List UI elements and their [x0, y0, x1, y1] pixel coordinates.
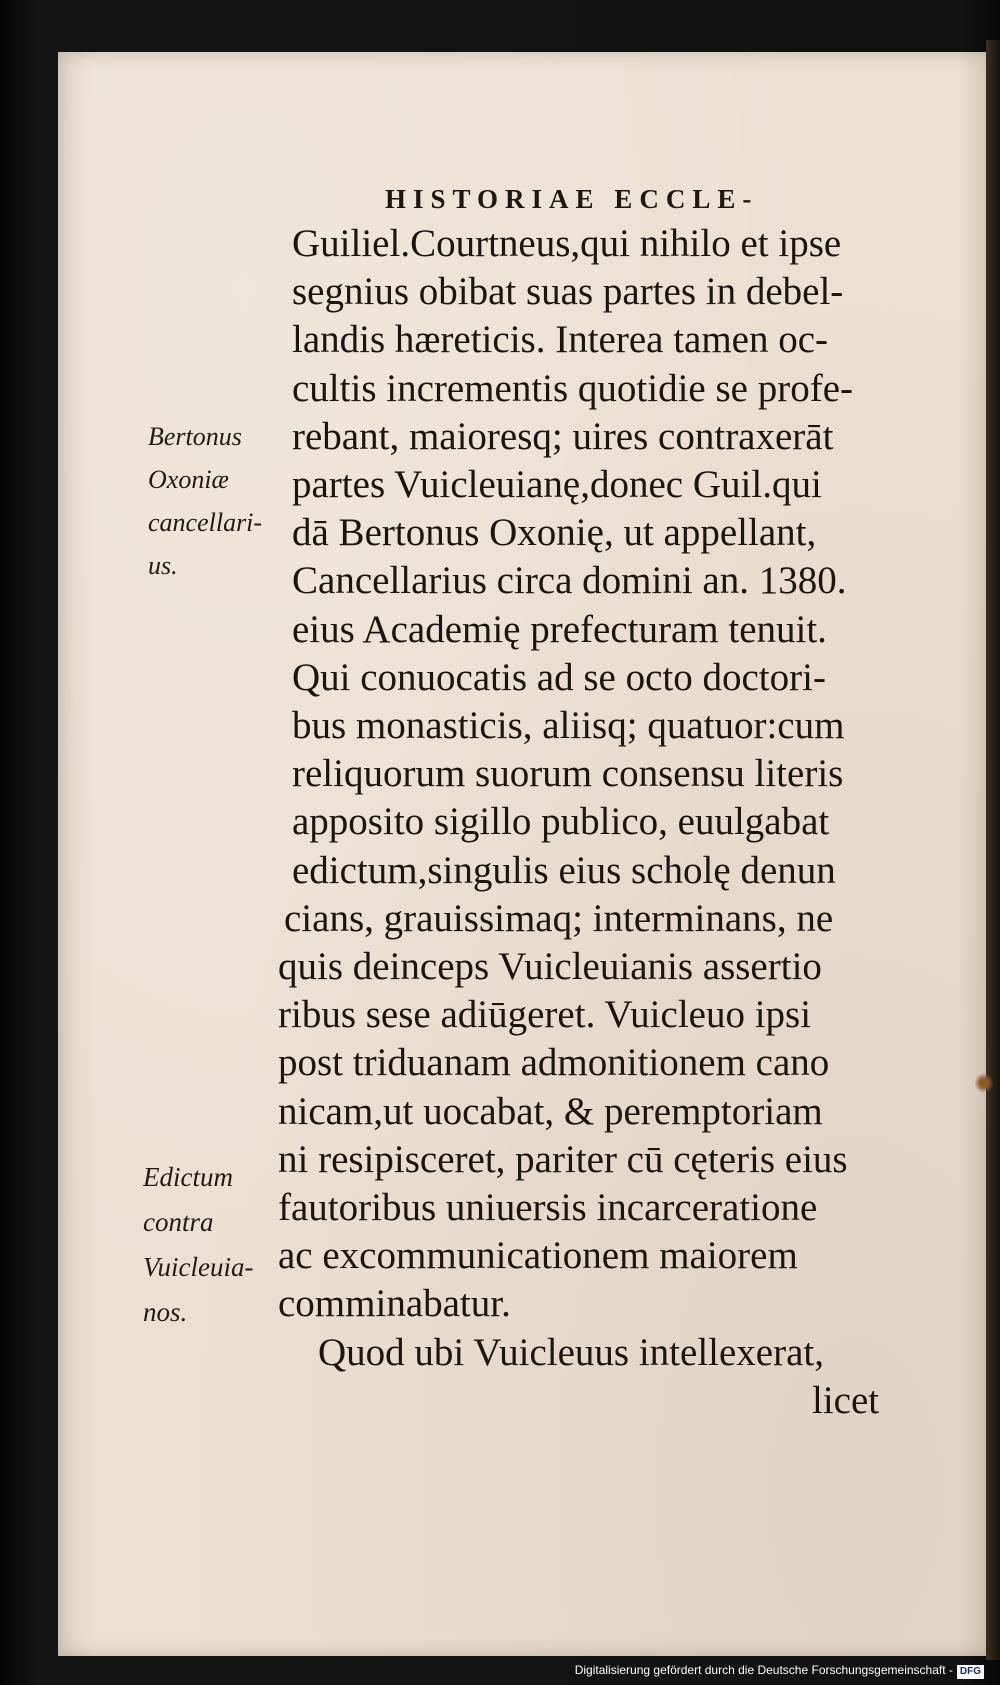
- text-line: comminabatur.: [278, 1282, 511, 1326]
- text-line: ac excommunicationem maiorem: [278, 1234, 798, 1278]
- running-head: HISTORIAE ECCLE-: [385, 184, 759, 214]
- text-line: reliquorum suorum consensu literis: [292, 752, 844, 796]
- margin-note-line: Oxoniæ: [148, 465, 229, 494]
- main-text-block: [278, 220, 962, 1425]
- footer-text: Digitalisierung gefördert durch die Deutsche Forschungsgemeinschaft -: [574, 1663, 953, 1677]
- text-line: dā Bertonus Oxonię, ut appellant,: [292, 511, 817, 555]
- text-line: apposito sigillo publico, euulgabat: [292, 800, 830, 844]
- margin-note-line: cancellari-: [148, 508, 263, 537]
- text-line: Quod ubi Vuicleuus intellexerat,: [318, 1330, 824, 1374]
- margin-note-edictum: [143, 1155, 253, 1335]
- page-edge: [986, 40, 1000, 1660]
- text-line: cultis incrementis quotidie se profe-: [292, 366, 854, 410]
- margin-note-line: Edictum: [143, 1162, 233, 1192]
- margin-note-bertonus: [148, 415, 262, 587]
- text-line: cians, grauissimaq; interminans, ne: [284, 896, 834, 940]
- text-line: rebant, maioresq; uires contraxerāt: [292, 414, 834, 458]
- text-line: landis hæreticis. Interea tamen oc-: [292, 318, 829, 362]
- text-line: ni resipisceret, pariter cū cęteris eius: [278, 1137, 848, 1181]
- text-line: nicam,ut uocabat, & peremptoriam: [278, 1089, 823, 1133]
- text-line: fautoribus uniuersis incarceratione: [278, 1186, 818, 1230]
- text-line: partes Vuicleuianę,donec Guil.qui: [292, 463, 822, 507]
- text-line: Qui conuocatis ad se octo doctori-: [292, 655, 826, 699]
- margin-note-line: contra: [143, 1207, 214, 1237]
- text-line: post triduanam admonitionem cano: [278, 1041, 830, 1085]
- text-line: Guiliel.Courtneus,qui nihilo et ipse: [292, 222, 842, 265]
- text-line: segnius obibat suas partes in debel-: [292, 270, 844, 314]
- text-line: eius Academię prefecturam tenuit.: [292, 607, 827, 651]
- text-line: edictum,singulis eius scholę denun: [292, 848, 836, 892]
- catchword: licet: [812, 1378, 880, 1422]
- margin-note-line: nos.: [143, 1297, 188, 1327]
- dfg-logo: DFG: [957, 1665, 984, 1679]
- digitization-footer: [575, 1663, 984, 1679]
- text-line: ribus sese adiūgeret. Vuicleuo ipsi: [278, 993, 812, 1037]
- margin-note-line: Vuicleuia-: [143, 1252, 254, 1282]
- ink-blot: [975, 1072, 993, 1094]
- text-line: Cancellarius circa domini an. 1380.: [292, 559, 847, 603]
- margin-note-line: Bertonus: [148, 422, 242, 451]
- text-line: bus monasticis, aliisq; quatuor:cum: [292, 704, 845, 748]
- margin-note-line: us.: [148, 551, 178, 580]
- text-line: quis deinceps Vuicleuianis assertio: [278, 945, 822, 989]
